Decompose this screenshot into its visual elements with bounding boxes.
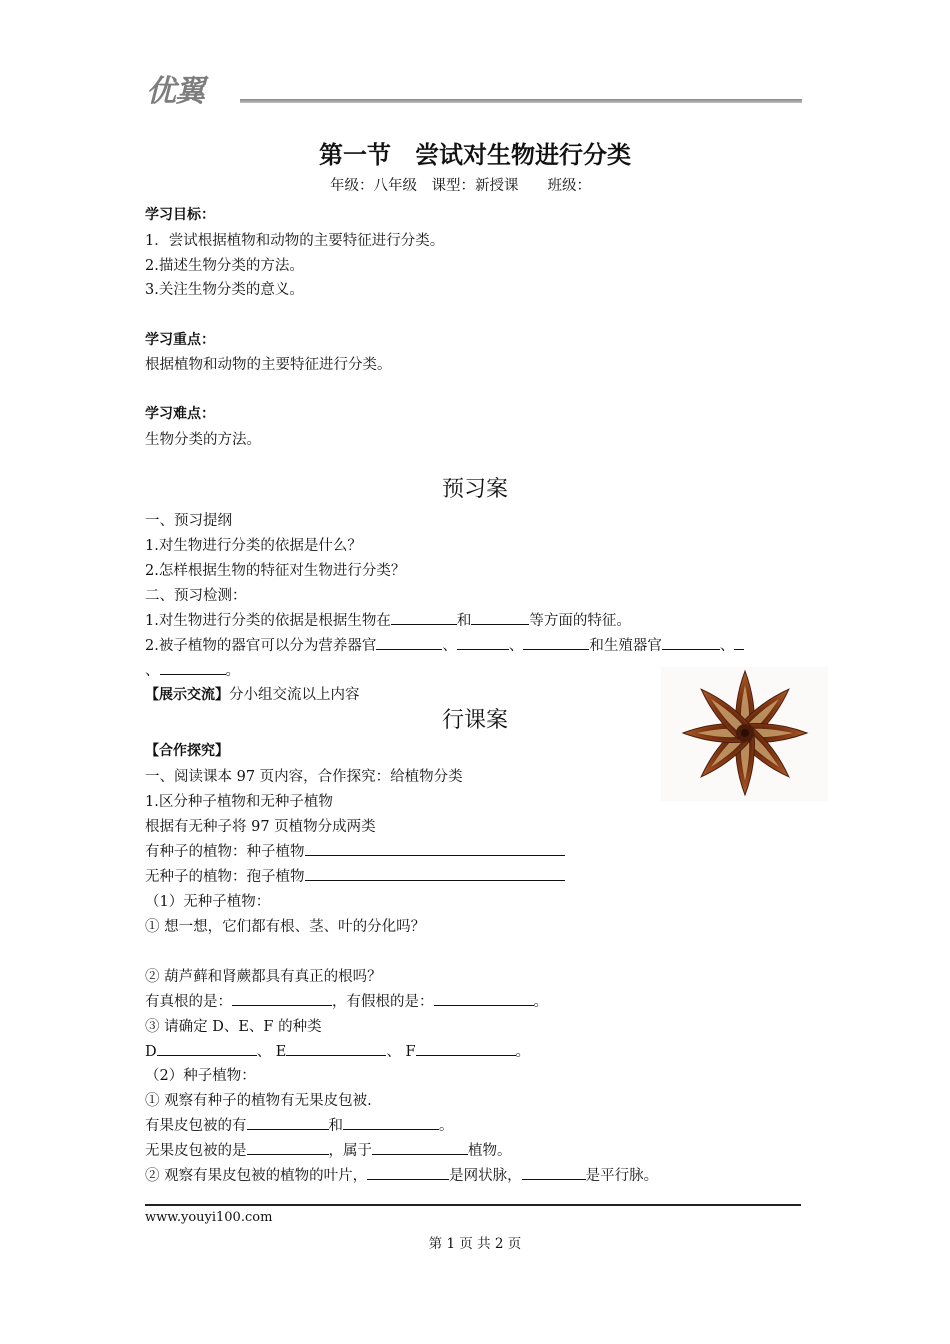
preview-test-2 <box>145 634 744 655</box>
answer-blank[interactable] <box>157 1041 257 1056</box>
text: 、 E <box>256 1044 287 1060</box>
goal-item: 1．尝试根据植物和动物的主要特征进行分类。 <box>145 233 445 249</box>
text: 和生殖器官 <box>589 638 662 654</box>
preview-test-1 <box>145 609 631 630</box>
key-points-text: 根据植物和动物的主要特征进行分类。 <box>145 357 392 373</box>
root-line <box>145 990 548 1011</box>
spore-plant-line <box>145 865 565 886</box>
lesson-line: 一、阅读课本 97 页内容，合作探究：给植物分类 <box>145 769 463 785</box>
text: ，有假根的是： <box>332 994 434 1010</box>
answer-blank[interactable] <box>376 635 442 650</box>
text: 是平行脉。 <box>585 1168 659 1184</box>
text: 是网状脉， <box>449 1168 522 1184</box>
page-title: 第一节 尝试对生物进行分类 <box>319 141 631 169</box>
text: ，属于 <box>328 1143 372 1159</box>
text: 。 <box>533 994 548 1010</box>
answer-blank[interactable] <box>471 610 529 625</box>
answer-blank[interactable] <box>372 1140 468 1155</box>
text: 2.被子植物的器官可以分为营养器官 <box>145 638 377 654</box>
def-line <box>145 1040 530 1061</box>
lesson-line: 1.区分种子植物和无种子植物 <box>145 794 333 810</box>
page-number: 第 1 页 共 2 页 <box>428 1236 522 1252</box>
answer-blank[interactable] <box>523 635 589 650</box>
answer-blank[interactable] <box>416 1041 516 1056</box>
no-pericarp-line <box>145 1139 512 1160</box>
text: 、 <box>145 663 160 679</box>
lesson-line: ③ 请确定 D、E、F 的种类 <box>145 1019 322 1035</box>
lesson-line: ① 观察有种子的植物有无果皮包被. <box>145 1093 372 1109</box>
seed-plant-line <box>145 840 565 861</box>
lesson-meta: 年级：八年级 课型：新授课 班级： <box>330 178 591 194</box>
preview-test-heading: 二、预习检测： <box>145 588 247 604</box>
text: 植物。 <box>468 1143 512 1159</box>
footer-url[interactable]: www.youyi100.com <box>145 1210 273 1225</box>
footer-rule <box>145 1204 801 1206</box>
answer-blank[interactable] <box>457 635 509 650</box>
preview-question: 1.对生物进行分类的依据是什么？ <box>145 538 362 554</box>
text: 和 <box>328 1118 343 1134</box>
show-text: 分小组交流以上内容 <box>229 687 360 703</box>
text: 有种子的植物：种子植物 <box>145 844 305 860</box>
text: 和 <box>456 613 472 629</box>
answer-blank[interactable] <box>734 635 744 650</box>
text: 。 <box>225 663 240 679</box>
preview-question: 2.怎样根据生物的特征对生物进行分类？ <box>145 563 406 579</box>
goals-heading: 学习目标： <box>145 207 215 223</box>
text: 有果皮包被的有 <box>145 1118 247 1134</box>
lesson-line: ② 葫芦藓和肾蕨都具有真正的根吗？ <box>145 969 382 985</box>
header-rule <box>240 99 802 103</box>
text: 有真根的是： <box>145 994 232 1010</box>
text: D <box>145 1044 157 1060</box>
answer-blank[interactable] <box>305 841 565 856</box>
show-exchange <box>145 683 360 704</box>
answer-blank[interactable] <box>247 1115 329 1130</box>
answer-blank[interactable] <box>522 1165 586 1180</box>
text: 、 F <box>386 1044 416 1060</box>
answer-blank[interactable] <box>232 991 332 1006</box>
text: 。 <box>439 1118 454 1134</box>
preview-outline-heading: 一、预习提纲 <box>145 513 232 529</box>
answer-blank[interactable] <box>434 991 534 1006</box>
pericarp-line <box>145 1114 454 1135</box>
difficulty-heading: 学习难点： <box>145 406 215 422</box>
goal-item: 2.描述生物分类的方法。 <box>145 258 304 274</box>
preview-section-title: 预习案 <box>441 477 508 502</box>
text: 、 <box>719 638 735 654</box>
lesson-line: （2）种子植物： <box>145 1068 256 1084</box>
text: ② 观察有果皮包被的植物的叶片， <box>145 1168 368 1184</box>
answer-blank[interactable] <box>343 1115 439 1130</box>
star-anise-image <box>661 667 828 801</box>
text: 无果皮包被的是 <box>145 1143 247 1159</box>
text: 无种子的植物：孢子植物 <box>145 869 305 885</box>
goal-item: 3.关注生物分类的意义。 <box>145 282 304 298</box>
youyi-logo: 优翼 <box>146 74 204 109</box>
preview-test-2-cont <box>145 659 240 680</box>
answer-blank[interactable] <box>247 1140 329 1155</box>
answer-blank[interactable] <box>367 1165 449 1180</box>
text: 。 <box>515 1044 531 1060</box>
lesson-line: ① 想一想，它们都有根、茎、叶的分化吗？ <box>145 919 426 935</box>
text: 等方面的特征。 <box>529 613 631 629</box>
answer-blank[interactable] <box>391 610 457 625</box>
lesson-line: 根据有无种子将 97 页植物分成两类 <box>145 819 376 835</box>
answer-blank[interactable] <box>305 866 565 881</box>
text: 、 <box>508 638 524 654</box>
text: 1.对生物进行分类的依据是根据生物在 <box>145 613 391 629</box>
lesson-line: （1）无种子植物： <box>145 894 271 910</box>
key-points-heading: 学习重点： <box>145 332 215 348</box>
coop-label: 【合作探究】 <box>145 743 229 759</box>
show-label: 【展示交流】 <box>145 687 229 703</box>
lesson-section-title: 行课案 <box>441 708 508 733</box>
difficulty-text: 生物分类的方法。 <box>145 432 261 448</box>
answer-blank[interactable] <box>662 635 720 650</box>
text: 、 <box>442 638 457 654</box>
answer-blank[interactable] <box>286 1041 386 1056</box>
leaf-vein-line <box>145 1164 658 1185</box>
answer-blank[interactable] <box>160 660 226 675</box>
